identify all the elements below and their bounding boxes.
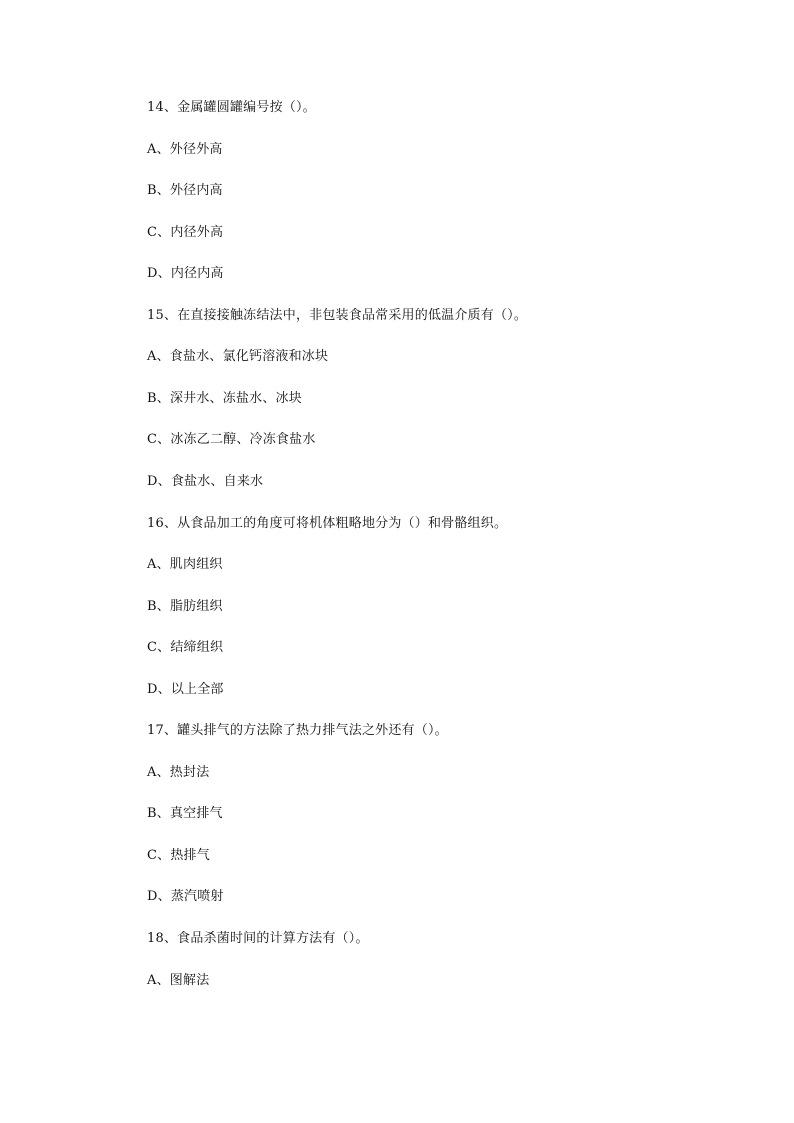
question-18-stem: 18、食品杀菌时间的计算方法有（）。: [147, 931, 369, 946]
question-14-stem: 14、金属罐圆罐编号按（）。: [147, 100, 316, 115]
question-15-option-d: D、食盐水、自来水: [147, 474, 264, 489]
question-14-option-a: A、外径外高: [147, 142, 223, 157]
question-16-option-b: B、脂肪组织: [147, 599, 223, 614]
question-15-option-b: B、深井水、冻盐水、冰块: [147, 391, 302, 406]
question-14-option-c: C、内径外高: [147, 225, 224, 240]
question-15-option-c: C、冰冻乙二醇、冷冻食盐水: [147, 432, 316, 447]
question-16-option-a: A、肌肉组织: [147, 557, 223, 572]
question-15-stem: 15、在直接接触冻结法中，非包装食品常采用的低温介质有（）。: [147, 308, 528, 323]
question-17-option-d: D、蒸汽喷射: [147, 889, 224, 904]
question-15-option-a: A、食盐水、氯化钙溶液和冰块: [147, 349, 329, 364]
question-17-stem: 17、罐头排气的方法除了热力排气法之外还有（）。: [147, 723, 448, 738]
question-14-option-d: D、内径内高: [147, 266, 224, 281]
question-16-option-c: C、结缔组织: [147, 640, 224, 655]
question-17-option-a: A、热封法: [147, 765, 210, 780]
question-18-option-a: A、图解法: [147, 973, 210, 988]
question-16-option-d: D、以上全部: [147, 682, 224, 697]
question-16-stem: 16、从食品加工的角度可将机体粗略地分为（）和骨骼组织。: [147, 516, 508, 531]
question-14-option-b: B、外径内高: [147, 183, 223, 198]
question-17-option-c: C、热排气: [147, 848, 210, 863]
question-17-option-b: B、真空排气: [147, 806, 223, 821]
